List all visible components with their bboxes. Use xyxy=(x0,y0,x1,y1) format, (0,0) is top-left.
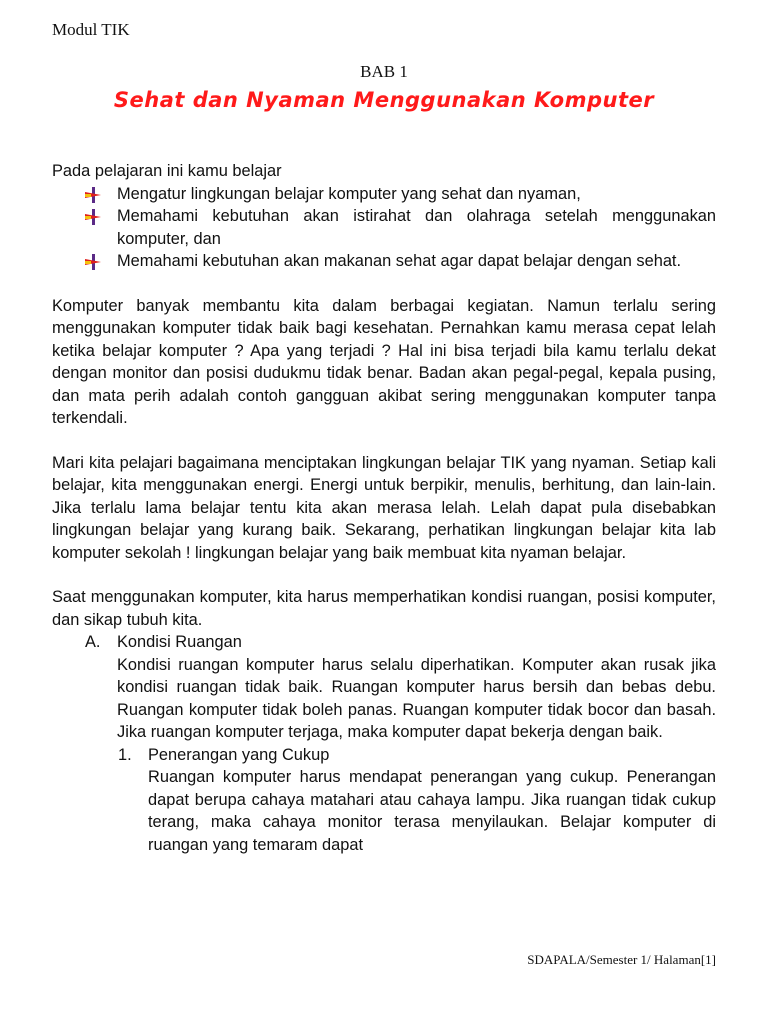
colored-plus-arrow-icon xyxy=(85,254,101,270)
objectives-list xyxy=(52,183,716,273)
paragraph: Saat menggunakan komputer, kita harus memperhatikan kondisi ruangan, posisi komputer, dan sikap tubuh kita. xyxy=(52,588,716,629)
colored-plus-arrow-icon xyxy=(85,187,101,203)
list-item xyxy=(52,183,716,206)
subsection-title: Penerangan yang Cukup xyxy=(148,745,330,764)
subsection-1 xyxy=(52,744,716,857)
list-item xyxy=(52,205,716,250)
paragraph: Komputer banyak membantu kita dalam berbagai kegiatan. Namun terlalu sering menggunakan komputer tidak baik bagi kesehatan. Pernahkan kamu merasa cepat lelah ketika belajar komputer ? Apa yang terjadi ? Hal ini bisa terjadi bila kamu terlalu dekat dengan monitor dan posisi dudukmu tidak benar. Badan akan pegal-pegal, kepala pusing, dan mata perih adalah contoh gangguan akibat sering menggunakan komputer tanpa terkendali. xyxy=(52,296,716,427)
module-header: Modul TIK xyxy=(52,20,130,39)
objective-text: Mengatur lingkungan belajar komputer yang sehat dan nyaman, xyxy=(117,184,581,203)
list-item xyxy=(52,250,716,273)
intro-text: Pada pelajaran ini kamu belajar xyxy=(52,162,282,180)
objective-text: Memahami kebutuhan akan istirahat dan olahraga setelah menggunakan komputer, dan xyxy=(117,207,716,248)
subsection-number: 1. xyxy=(118,745,132,764)
section-label: A. xyxy=(85,633,101,651)
subsection-text: Ruangan komputer harus mendapat penerangan yang cukup. Penerangan dapat berupa cahaya matahari atau cahaya lampu. Jika ruangan tidak cukup terang, maka cahaya monitor terasa menyilaukan. Belajar komputer di ruangan yang temaram dapat xyxy=(148,768,716,854)
paragraph: Mari kita pelajari bagaimana menciptakan lingkungan belajar TIK yang nyaman. Setiap kali belajar, kita menggunakan energi. Energi untuk berpikir, menulis, berhitung, dan lain-lain. Jika terlalu lama belajar tentu kita akan merasa lelah. Lelah dapat pula disebabkan lingkungan belajar yang kurang baik. Sekarang, perhatikan lingkungan belajar kita lab komputer sekolah ! lingkungan belajar yang baik membuat kita nyaman belajar. xyxy=(52,453,716,562)
objective-text: Memahami kebutuhan akan makanan sehat agar dapat belajar dengan sehat. xyxy=(117,252,682,270)
section-title: Kondisi Ruangan xyxy=(117,633,242,651)
section-a xyxy=(52,631,716,744)
colored-plus-arrow-icon xyxy=(85,209,101,225)
document-body xyxy=(52,160,716,856)
section-text: Kondisi ruangan komputer harus selalu diperhatikan. Komputer akan rusak jika kondisi ruangan tidak baik. Ruangan komputer harus bersih dan bebas debu. Ruangan komputer tidak boleh panas. Ruangan komputer tidak bocor dan basah. Jika ruangan komputer terjaga, maka komputer dapat bekerja dengan baik. xyxy=(117,655,716,741)
chapter-label: BAB 1 xyxy=(360,62,408,81)
page-footer: SDAPALA/Semester 1/ Halaman[1] xyxy=(527,952,716,967)
chapter-title: Sehat dan Nyaman Menggunakan Komputer xyxy=(113,88,655,112)
